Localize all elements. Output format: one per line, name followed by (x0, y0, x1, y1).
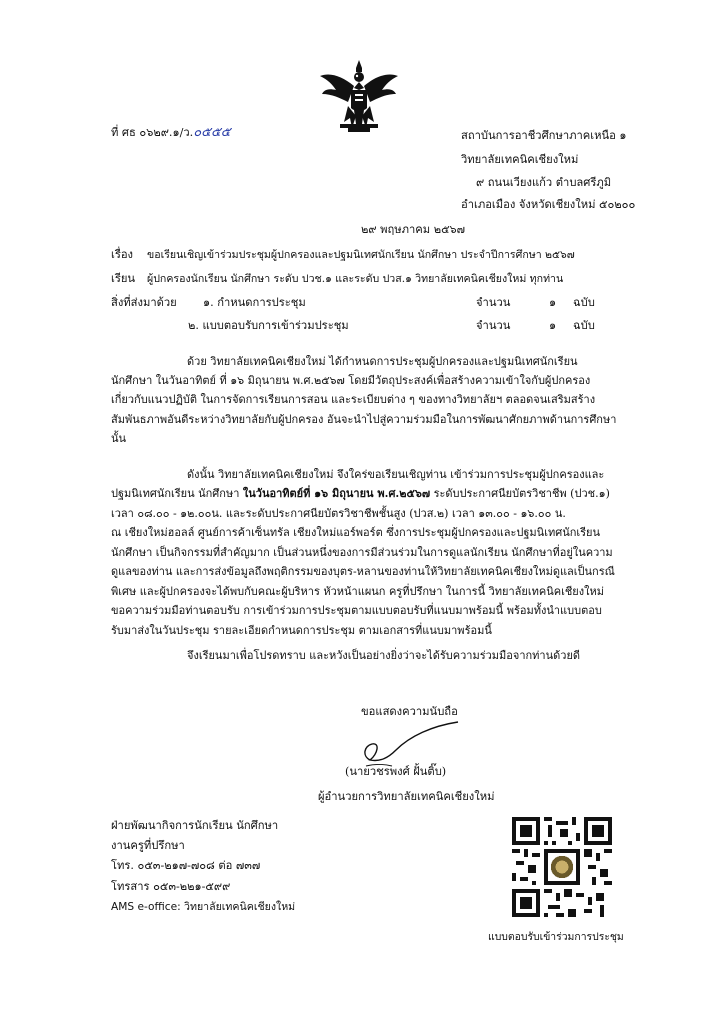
enclosure-qty-1: ๑ (549, 296, 557, 309)
para2-line-4: ณ เชียงใหม่ฮอลล์ ศูนย์การค้าเซ็นทรัล เชียงใหม่แอร์พอร์ต ซึ่งการประชุมผู้ปกครองและปฐมนิเทศนักเรียน (111, 526, 601, 539)
para2-meeting-date: ในวันอาทิตย์ที่ ๑๖ มิถุนายน พ.ศ.๒๕๖๗ (242, 487, 431, 500)
subject-text: ขอเรียนเชิญเข้าร่วมประชุมผู้ปกครองและปฐมนิเทศนักเรียน นักศึกษา ประจำปีการศึกษา ๒๕๖๗ (147, 249, 575, 261)
para2-line-9: รับมาส่งในวันประชุม รายละเอียดกำหนดการประชุม ตามเอกสารที่แนบมาพร้อมนี้ (111, 624, 492, 637)
enclosure-item-2: ๒. แบบตอบรับการเข้าร่วมประชุม (188, 319, 349, 332)
para2-line-2a: ปฐมนิเทศนักเรียน นักศึกษา (111, 487, 243, 500)
para1-line-1: ด้วย วิทยาลัยเทคนิคเชียงใหม่ ได้กำหนดการประชุมผู้ปกครองและปฐมนิเทศนักเรียน (187, 355, 578, 368)
footer-line-4: โทรสาร ๐๕๓-๒๒๑-๕๙๙ (111, 880, 231, 893)
sender-line-3: ๙ ถนนเวียงแก้ว ตำบลศรีภูมิ (476, 176, 612, 189)
para2-line-7: พิเศษ และผู้ปกครองจะได้พบกับคณะผู้บริหาร หัวหน้าแผนก ครูที่ปรึกษา ในการนี้ วิทยาลัยเทคนิคเชียงใหม่ (111, 585, 604, 598)
enclosure-unit-2: ฉบับ (573, 319, 595, 332)
enclosure-qty-2: ๑ (549, 319, 557, 332)
footer-line-2: งานครูที่ปรึกษา (111, 839, 185, 852)
footer-line-3: โทร. ๐๕๓-๒๑๗-๗๐๘ ต่อ ๗๓๗ (111, 859, 261, 872)
para1-line-4: สัมพันธภาพอันดีระหว่างวิทยาลัยกับผู้ปกครอง อันจะนำไปสู่ความร่วมมือในการพัฒนาศักยภาพด้านการศึกษา (111, 413, 617, 426)
para1-line-2: นักศึกษา ในวันอาทิตย์ ที่ ๑๖ มิถุนายน พ.ศ.๒๕๖๗ โดยมีวัตถุประสงค์เพื่อสร้างความเข้าใจกับผู้ปกครอง (111, 374, 591, 387)
para2-line-1: ดังนั้น วิทยาลัยเทคนิคเชียงใหม่ จึงใคร่ขอเรียนเชิญท่าน เข้าร่วมการประชุมผู้ปกครองและ (187, 468, 605, 481)
footer-line-1: ฝ่ายพัฒนากิจการนักเรียน นักศึกษา (111, 819, 279, 832)
doc-number-handwritten: ๐๕๕๕ (193, 125, 231, 140)
enclosures-label: สิ่งที่ส่งมาด้วย (111, 296, 177, 309)
enclosure-qty-label-1: จำนวน (476, 296, 511, 309)
signer-title: ผู้อำนวยการวิทยาลัยเทคนิคเชียงใหม่ (318, 790, 495, 803)
letter-date: ๒๙ พฤษภาคม ๒๕๖๗ (361, 223, 466, 236)
qr-code-icon[interactable] (512, 817, 612, 917)
enclosure-qty-label-2: จำนวน (476, 319, 511, 332)
enclosure-item-1: ๑. กำหนดการประชุม (203, 296, 306, 309)
enclosure-unit-1: ฉบับ (573, 296, 595, 309)
subject-label: เรื่อง (111, 248, 134, 261)
sender-line-1: สถาบันการอาชีวศึกษาภาคเหนือ ๑ (461, 129, 627, 142)
para2-line-6: ดูแลของท่าน และการส่งข้อมูลถึงพฤติกรรมของบุตร-หลานของท่านให้วิทยาลัยเทคนิคเชียงใหม่ดูแลเป็นกรณี (111, 565, 615, 578)
to-label: เรียน (111, 272, 136, 285)
para3: จึงเรียนมาเพื่อโปรดทราบ และหวังเป็นอย่างยิ่งว่าจะได้รับความร่วมมือจากท่านด้วยดี (187, 649, 581, 662)
footer-line-5: AMS e-office: วิทยาลัยเทคนิคเชียงใหม่ (111, 901, 296, 913)
closing: ขอแสดงความนับถือ (361, 705, 458, 718)
garuda-seal-icon (318, 58, 400, 134)
para2-line-8: ขอความร่วมมือท่านตอบรับ การเข้าร่วมการประชุมตามแบบตอบรับที่แนบมาพร้อมนี้ พร้อมทั้งนำแบบตอบ (111, 604, 602, 617)
doc-number (111, 125, 231, 141)
to-text: ผู้ปกครองนักเรียน นักศึกษา ระดับ ปวช.๑ และระดับ ปวส.๑ วิทยาลัยเทคนิคเชียงใหม่ ทุกท่าน (147, 273, 564, 285)
sender-line-4: อำเภอเมือง จังหวัดเชียงใหม่ ๕๐๒๐๐ (461, 198, 636, 211)
para1-line-5: นั้น (111, 432, 127, 445)
qr-caption: แบบตอบรับเข้าร่วมการประชุม (488, 931, 624, 943)
para2-line-5: นักศึกษา เป็นกิจกรรมที่สำคัญมาก เป็นส่วนหนึ่งของการมีส่วนร่วมในการดูแลนักเรียน นักศึกษาที่อยู่ในความ (111, 546, 613, 559)
doc-number-prefix: ที่ ศธ ๐๖๒๙.๑/ว. (111, 126, 194, 139)
sender-line-2: วิทยาลัยเทคนิคเชียงใหม่ (461, 153, 579, 166)
signer-name: (นายวชรพงศ์ ฝั้นติ๊บ) (345, 765, 447, 778)
para2-line-3: เวลา ๐๘.๐๐ - ๑๒.๐๐น. และระดับประกาศนียบัตรวิชาชีพชั้นสูง (ปวส.๒) เวลา ๑๓.๐๐ - ๑๖.๐๐ น. (111, 507, 566, 520)
para2-line-2 (111, 484, 610, 503)
para1-line-3: เกี่ยวกับแนวปฏิบัติ ในการจัดการเรียนการสอน และระเบียบต่าง ๆ ของทางวิทยาลัยฯ ตลอดจนเสริมสร้าง (111, 393, 596, 406)
para2-line-2c: ระดับประกาศนียบัตรวิชาชีพ (ปวช.๑) (430, 487, 610, 500)
